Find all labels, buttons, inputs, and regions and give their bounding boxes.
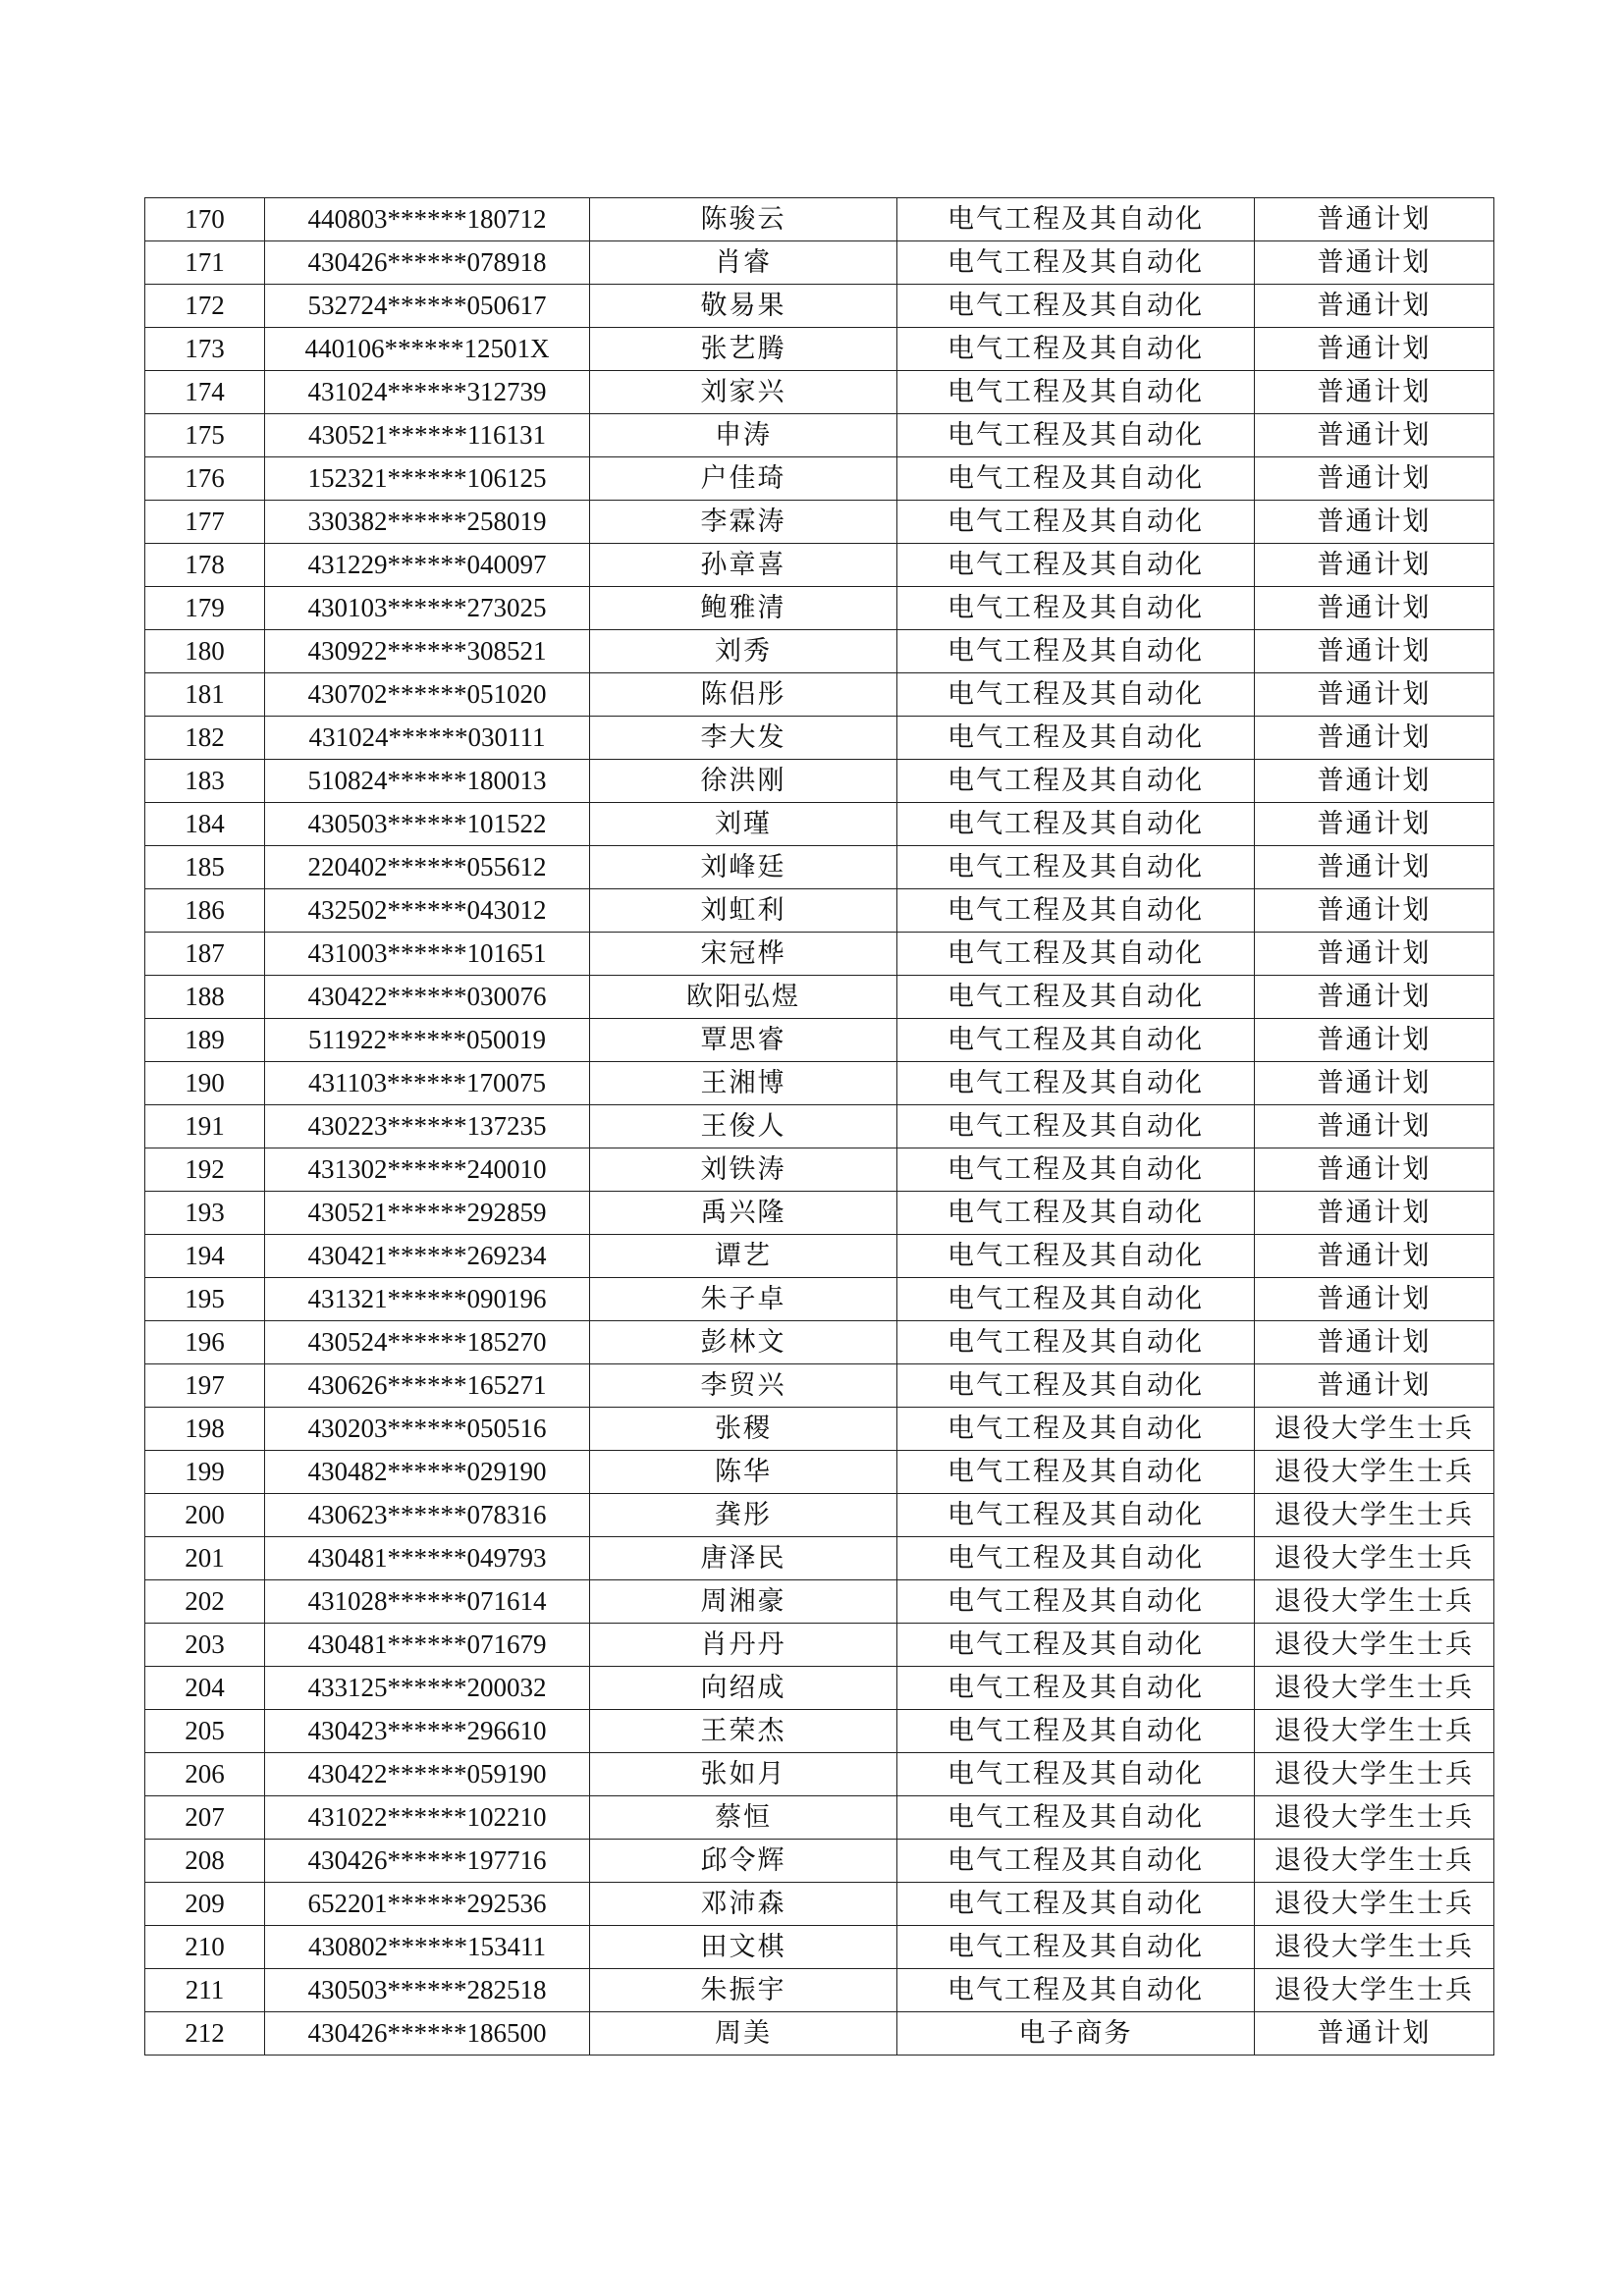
admission-plan-cell: 普通计划 bbox=[1255, 198, 1494, 241]
admission-plan-cell: 退役大学生士兵 bbox=[1255, 1796, 1494, 1840]
major-cell: 电气工程及其自动化 bbox=[897, 1494, 1255, 1537]
admission-plan-cell: 普通计划 bbox=[1255, 414, 1494, 457]
serial-number-cell: 177 bbox=[145, 501, 265, 544]
major-cell: 电气工程及其自动化 bbox=[897, 198, 1255, 241]
admission-plan-cell: 退役大学生士兵 bbox=[1255, 1537, 1494, 1580]
major-cell: 电气工程及其自动化 bbox=[897, 1364, 1255, 1408]
major-cell: 电气工程及其自动化 bbox=[897, 1105, 1255, 1148]
student-name-cell: 刘铁涛 bbox=[590, 1148, 897, 1192]
table-row bbox=[145, 889, 1494, 933]
admission-plan-cell: 普通计划 bbox=[1255, 2012, 1494, 2056]
major-cell: 电气工程及其自动化 bbox=[897, 673, 1255, 717]
student-name-cell: 周湘豪 bbox=[590, 1580, 897, 1624]
table-row bbox=[145, 1537, 1494, 1580]
id-number-cell: 220402******055612 bbox=[265, 846, 590, 889]
major-cell: 电气工程及其自动化 bbox=[897, 414, 1255, 457]
student-name-cell: 陈骏云 bbox=[590, 198, 897, 241]
major-cell: 电气工程及其自动化 bbox=[897, 1278, 1255, 1321]
table-row bbox=[145, 1667, 1494, 1710]
student-name-cell: 刘家兴 bbox=[590, 371, 897, 414]
serial-number-cell: 207 bbox=[145, 1796, 265, 1840]
serial-number-cell: 190 bbox=[145, 1062, 265, 1105]
student-name-cell: 周美 bbox=[590, 2012, 897, 2056]
admission-plan-cell: 普通计划 bbox=[1255, 846, 1494, 889]
major-cell: 电气工程及其自动化 bbox=[897, 1148, 1255, 1192]
id-number-cell: 430524******185270 bbox=[265, 1321, 590, 1364]
admission-plan-cell: 普通计划 bbox=[1255, 1062, 1494, 1105]
serial-number-cell: 184 bbox=[145, 803, 265, 846]
table-row bbox=[145, 976, 1494, 1019]
serial-number-cell: 174 bbox=[145, 371, 265, 414]
serial-number-cell: 210 bbox=[145, 1926, 265, 1969]
id-number-cell: 431028******071614 bbox=[265, 1580, 590, 1624]
table-row bbox=[145, 285, 1494, 328]
table-row bbox=[145, 1192, 1494, 1235]
admission-plan-cell: 普通计划 bbox=[1255, 889, 1494, 933]
student-name-cell: 朱振宇 bbox=[590, 1969, 897, 2012]
student-name-cell: 李贸兴 bbox=[590, 1364, 897, 1408]
table-row bbox=[145, 501, 1494, 544]
major-cell: 电气工程及其自动化 bbox=[897, 803, 1255, 846]
table-row bbox=[145, 1364, 1494, 1408]
serial-number-cell: 172 bbox=[145, 285, 265, 328]
major-cell: 电气工程及其自动化 bbox=[897, 501, 1255, 544]
serial-number-cell: 208 bbox=[145, 1840, 265, 1883]
id-number-cell: 430521******116131 bbox=[265, 414, 590, 457]
serial-number-cell: 180 bbox=[145, 630, 265, 673]
id-number-cell: 431003******101651 bbox=[265, 933, 590, 976]
table-row bbox=[145, 1451, 1494, 1494]
id-number-cell: 430103******273025 bbox=[265, 587, 590, 630]
major-cell: 电气工程及其自动化 bbox=[897, 587, 1255, 630]
table-row bbox=[145, 1235, 1494, 1278]
major-cell: 电气工程及其自动化 bbox=[897, 328, 1255, 371]
serial-number-cell: 185 bbox=[145, 846, 265, 889]
student-name-cell: 朱子卓 bbox=[590, 1278, 897, 1321]
serial-number-cell: 191 bbox=[145, 1105, 265, 1148]
table-row bbox=[145, 1278, 1494, 1321]
major-cell: 电气工程及其自动化 bbox=[897, 976, 1255, 1019]
serial-number-cell: 202 bbox=[145, 1580, 265, 1624]
id-number-cell: 431022******102210 bbox=[265, 1796, 590, 1840]
table-row bbox=[145, 1840, 1494, 1883]
table-row bbox=[145, 241, 1494, 285]
id-number-cell: 430922******308521 bbox=[265, 630, 590, 673]
student-name-cell: 申涛 bbox=[590, 414, 897, 457]
student-name-cell: 徐洪刚 bbox=[590, 760, 897, 803]
table-row bbox=[145, 1148, 1494, 1192]
table-row bbox=[145, 457, 1494, 501]
id-number-cell: 431103******170075 bbox=[265, 1062, 590, 1105]
id-number-cell: 430481******049793 bbox=[265, 1537, 590, 1580]
serial-number-cell: 204 bbox=[145, 1667, 265, 1710]
serial-number-cell: 173 bbox=[145, 328, 265, 371]
major-cell: 电气工程及其自动化 bbox=[897, 630, 1255, 673]
id-number-cell: 430426******078918 bbox=[265, 241, 590, 285]
table-row bbox=[145, 1494, 1494, 1537]
table-row bbox=[145, 1753, 1494, 1796]
admission-plan-cell: 退役大学生士兵 bbox=[1255, 1883, 1494, 1926]
id-number-cell: 510824******180013 bbox=[265, 760, 590, 803]
serial-number-cell: 200 bbox=[145, 1494, 265, 1537]
student-name-cell: 刘瑾 bbox=[590, 803, 897, 846]
student-name-cell: 肖睿 bbox=[590, 241, 897, 285]
admission-plan-cell: 普通计划 bbox=[1255, 976, 1494, 1019]
id-number-cell: 511922******050019 bbox=[265, 1019, 590, 1062]
id-number-cell: 430223******137235 bbox=[265, 1105, 590, 1148]
serial-number-cell: 171 bbox=[145, 241, 265, 285]
serial-number-cell: 189 bbox=[145, 1019, 265, 1062]
admission-plan-cell: 普通计划 bbox=[1255, 630, 1494, 673]
student-name-cell: 覃思睿 bbox=[590, 1019, 897, 1062]
student-name-cell: 孙章喜 bbox=[590, 544, 897, 587]
admission-plan-cell: 普通计划 bbox=[1255, 673, 1494, 717]
major-cell: 电气工程及其自动化 bbox=[897, 846, 1255, 889]
serial-number-cell: 198 bbox=[145, 1408, 265, 1451]
table-row bbox=[145, 630, 1494, 673]
student-name-cell: 李大发 bbox=[590, 717, 897, 760]
student-name-cell: 向绍成 bbox=[590, 1667, 897, 1710]
table-row bbox=[145, 717, 1494, 760]
major-cell: 电气工程及其自动化 bbox=[897, 760, 1255, 803]
major-cell: 电气工程及其自动化 bbox=[897, 1840, 1255, 1883]
major-cell: 电气工程及其自动化 bbox=[897, 457, 1255, 501]
student-name-cell: 李霖涛 bbox=[590, 501, 897, 544]
admission-plan-cell: 退役大学生士兵 bbox=[1255, 1624, 1494, 1667]
serial-number-cell: 183 bbox=[145, 760, 265, 803]
admission-plan-cell: 普通计划 bbox=[1255, 1148, 1494, 1192]
student-name-cell: 唐泽民 bbox=[590, 1537, 897, 1580]
table-row bbox=[145, 1710, 1494, 1753]
admission-plan-cell: 退役大学生士兵 bbox=[1255, 1710, 1494, 1753]
id-number-cell: 433125******200032 bbox=[265, 1667, 590, 1710]
student-name-cell: 肖丹丹 bbox=[590, 1624, 897, 1667]
admission-plan-cell: 普通计划 bbox=[1255, 501, 1494, 544]
table-row bbox=[145, 371, 1494, 414]
student-name-cell: 蔡恒 bbox=[590, 1796, 897, 1840]
id-number-cell: 430203******050516 bbox=[265, 1408, 590, 1451]
major-cell: 电气工程及其自动化 bbox=[897, 1408, 1255, 1451]
serial-number-cell: 192 bbox=[145, 1148, 265, 1192]
id-number-cell: 430481******071679 bbox=[265, 1624, 590, 1667]
id-number-cell: 440106******12501X bbox=[265, 328, 590, 371]
id-number-cell: 430503******282518 bbox=[265, 1969, 590, 2012]
serial-number-cell: 196 bbox=[145, 1321, 265, 1364]
id-number-cell: 430423******296610 bbox=[265, 1710, 590, 1753]
id-number-cell: 431024******030111 bbox=[265, 717, 590, 760]
admission-plan-cell: 退役大学生士兵 bbox=[1255, 1408, 1494, 1451]
serial-number-cell: 205 bbox=[145, 1710, 265, 1753]
id-number-cell: 432502******043012 bbox=[265, 889, 590, 933]
table-row bbox=[145, 933, 1494, 976]
student-name-cell: 王俊人 bbox=[590, 1105, 897, 1148]
serial-number-cell: 181 bbox=[145, 673, 265, 717]
table-row bbox=[145, 1321, 1494, 1364]
major-cell: 电气工程及其自动化 bbox=[897, 1969, 1255, 2012]
admission-plan-cell: 普通计划 bbox=[1255, 1278, 1494, 1321]
id-number-cell: 152321******106125 bbox=[265, 457, 590, 501]
student-name-cell: 彭林文 bbox=[590, 1321, 897, 1364]
serial-number-cell: 186 bbox=[145, 889, 265, 933]
serial-number-cell: 182 bbox=[145, 717, 265, 760]
id-number-cell: 431321******090196 bbox=[265, 1278, 590, 1321]
major-cell: 电气工程及其自动化 bbox=[897, 1926, 1255, 1969]
table-row bbox=[145, 328, 1494, 371]
serial-number-cell: 203 bbox=[145, 1624, 265, 1667]
student-name-cell: 敬易果 bbox=[590, 285, 897, 328]
id-number-cell: 430702******051020 bbox=[265, 673, 590, 717]
serial-number-cell: 188 bbox=[145, 976, 265, 1019]
admission-plan-cell: 普通计划 bbox=[1255, 1019, 1494, 1062]
student-name-cell: 宋冠桦 bbox=[590, 933, 897, 976]
table-row bbox=[145, 760, 1494, 803]
admission-plan-cell: 普通计划 bbox=[1255, 1192, 1494, 1235]
major-cell: 电气工程及其自动化 bbox=[897, 1796, 1255, 1840]
admission-plan-cell: 普通计划 bbox=[1255, 544, 1494, 587]
table-row bbox=[145, 1926, 1494, 1969]
serial-number-cell: 193 bbox=[145, 1192, 265, 1235]
serial-number-cell: 176 bbox=[145, 457, 265, 501]
id-number-cell: 431024******312739 bbox=[265, 371, 590, 414]
table-row bbox=[145, 1580, 1494, 1624]
table-row bbox=[145, 414, 1494, 457]
admission-plan-cell: 退役大学生士兵 bbox=[1255, 1667, 1494, 1710]
major-cell: 电子商务 bbox=[897, 2012, 1255, 2056]
id-number-cell: 430422******059190 bbox=[265, 1753, 590, 1796]
table-row bbox=[145, 1796, 1494, 1840]
table-row bbox=[145, 1969, 1494, 2012]
major-cell: 电气工程及其自动化 bbox=[897, 1321, 1255, 1364]
admission-plan-cell: 退役大学生士兵 bbox=[1255, 1451, 1494, 1494]
student-name-cell: 王湘博 bbox=[590, 1062, 897, 1105]
student-name-cell: 陈侣彤 bbox=[590, 673, 897, 717]
student-name-cell: 陈华 bbox=[590, 1451, 897, 1494]
admission-plan-cell: 退役大学生士兵 bbox=[1255, 1494, 1494, 1537]
admission-plan-cell: 普通计划 bbox=[1255, 1321, 1494, 1364]
id-number-cell: 430422******030076 bbox=[265, 976, 590, 1019]
table-row bbox=[145, 1062, 1494, 1105]
student-name-cell: 田文棋 bbox=[590, 1926, 897, 1969]
serial-number-cell: 199 bbox=[145, 1451, 265, 1494]
major-cell: 电气工程及其自动化 bbox=[897, 717, 1255, 760]
student-name-cell: 张稷 bbox=[590, 1408, 897, 1451]
table-row bbox=[145, 2012, 1494, 2056]
serial-number-cell: 187 bbox=[145, 933, 265, 976]
admission-plan-cell: 普通计划 bbox=[1255, 457, 1494, 501]
major-cell: 电气工程及其自动化 bbox=[897, 371, 1255, 414]
serial-number-cell: 206 bbox=[145, 1753, 265, 1796]
student-name-cell: 龚彤 bbox=[590, 1494, 897, 1537]
id-number-cell: 652201******292536 bbox=[265, 1883, 590, 1926]
admission-plan-cell: 普通计划 bbox=[1255, 1364, 1494, 1408]
admission-plan-cell: 普通计划 bbox=[1255, 285, 1494, 328]
serial-number-cell: 194 bbox=[145, 1235, 265, 1278]
student-name-cell: 邓沛森 bbox=[590, 1883, 897, 1926]
admission-plan-cell: 普通计划 bbox=[1255, 803, 1494, 846]
major-cell: 电气工程及其自动化 bbox=[897, 544, 1255, 587]
table-row bbox=[145, 1624, 1494, 1667]
major-cell: 电气工程及其自动化 bbox=[897, 1062, 1255, 1105]
major-cell: 电气工程及其自动化 bbox=[897, 1537, 1255, 1580]
table-row bbox=[145, 1105, 1494, 1148]
serial-number-cell: 178 bbox=[145, 544, 265, 587]
student-name-cell: 刘秀 bbox=[590, 630, 897, 673]
major-cell: 电气工程及其自动化 bbox=[897, 1710, 1255, 1753]
table-row bbox=[145, 803, 1494, 846]
admission-plan-cell: 退役大学生士兵 bbox=[1255, 1926, 1494, 1969]
id-number-cell: 430626******165271 bbox=[265, 1364, 590, 1408]
major-cell: 电气工程及其自动化 bbox=[897, 1753, 1255, 1796]
major-cell: 电气工程及其自动化 bbox=[897, 1883, 1255, 1926]
student-name-cell: 谭艺 bbox=[590, 1235, 897, 1278]
admission-plan-cell: 退役大学生士兵 bbox=[1255, 1969, 1494, 2012]
roster-table-body bbox=[145, 198, 1494, 2056]
serial-number-cell: 195 bbox=[145, 1278, 265, 1321]
table-row bbox=[145, 1019, 1494, 1062]
admission-plan-cell: 普通计划 bbox=[1255, 328, 1494, 371]
major-cell: 电气工程及其自动化 bbox=[897, 1019, 1255, 1062]
student-name-cell: 刘峰廷 bbox=[590, 846, 897, 889]
admission-plan-cell: 普通计划 bbox=[1255, 1235, 1494, 1278]
id-number-cell: 430623******078316 bbox=[265, 1494, 590, 1537]
student-name-cell: 张如月 bbox=[590, 1753, 897, 1796]
id-number-cell: 430521******292859 bbox=[265, 1192, 590, 1235]
admission-plan-cell: 退役大学生士兵 bbox=[1255, 1580, 1494, 1624]
table-row bbox=[145, 544, 1494, 587]
table-row bbox=[145, 846, 1494, 889]
student-name-cell: 刘虹利 bbox=[590, 889, 897, 933]
student-name-cell: 王荣杰 bbox=[590, 1710, 897, 1753]
major-cell: 电气工程及其自动化 bbox=[897, 1624, 1255, 1667]
admission-plan-cell: 退役大学生士兵 bbox=[1255, 1753, 1494, 1796]
major-cell: 电气工程及其自动化 bbox=[897, 889, 1255, 933]
student-name-cell: 禹兴隆 bbox=[590, 1192, 897, 1235]
admission-plan-cell: 普通计划 bbox=[1255, 760, 1494, 803]
id-number-cell: 532724******050617 bbox=[265, 285, 590, 328]
id-number-cell: 440803******180712 bbox=[265, 198, 590, 241]
id-number-cell: 330382******258019 bbox=[265, 501, 590, 544]
id-number-cell: 430802******153411 bbox=[265, 1926, 590, 1969]
id-number-cell: 430421******269234 bbox=[265, 1235, 590, 1278]
id-number-cell: 430426******186500 bbox=[265, 2012, 590, 2056]
admission-plan-cell: 普通计划 bbox=[1255, 933, 1494, 976]
admission-plan-cell: 普通计划 bbox=[1255, 241, 1494, 285]
admission-plan-cell: 退役大学生士兵 bbox=[1255, 1840, 1494, 1883]
admission-plan-cell: 普通计划 bbox=[1255, 371, 1494, 414]
student-name-cell: 户佳琦 bbox=[590, 457, 897, 501]
serial-number-cell: 175 bbox=[145, 414, 265, 457]
serial-number-cell: 179 bbox=[145, 587, 265, 630]
table-row bbox=[145, 587, 1494, 630]
roster-table bbox=[144, 197, 1494, 2056]
table-row bbox=[145, 673, 1494, 717]
student-name-cell: 欧阳弘煜 bbox=[590, 976, 897, 1019]
major-cell: 电气工程及其自动化 bbox=[897, 1451, 1255, 1494]
serial-number-cell: 197 bbox=[145, 1364, 265, 1408]
major-cell: 电气工程及其自动化 bbox=[897, 285, 1255, 328]
major-cell: 电气工程及其自动化 bbox=[897, 1667, 1255, 1710]
student-name-cell: 鲍雅清 bbox=[590, 587, 897, 630]
major-cell: 电气工程及其自动化 bbox=[897, 1235, 1255, 1278]
id-number-cell: 431302******240010 bbox=[265, 1148, 590, 1192]
major-cell: 电气工程及其自动化 bbox=[897, 1192, 1255, 1235]
table-row bbox=[145, 1408, 1494, 1451]
serial-number-cell: 209 bbox=[145, 1883, 265, 1926]
serial-number-cell: 170 bbox=[145, 198, 265, 241]
major-cell: 电气工程及其自动化 bbox=[897, 1580, 1255, 1624]
student-name-cell: 张艺腾 bbox=[590, 328, 897, 371]
serial-number-cell: 211 bbox=[145, 1969, 265, 2012]
major-cell: 电气工程及其自动化 bbox=[897, 933, 1255, 976]
student-name-cell: 邱令辉 bbox=[590, 1840, 897, 1883]
admission-plan-cell: 普通计划 bbox=[1255, 587, 1494, 630]
table-row bbox=[145, 1883, 1494, 1926]
serial-number-cell: 201 bbox=[145, 1537, 265, 1580]
admission-plan-cell: 普通计划 bbox=[1255, 1105, 1494, 1148]
major-cell: 电气工程及其自动化 bbox=[897, 241, 1255, 285]
table-row bbox=[145, 198, 1494, 241]
id-number-cell: 430426******197716 bbox=[265, 1840, 590, 1883]
id-number-cell: 431229******040097 bbox=[265, 544, 590, 587]
id-number-cell: 430503******101522 bbox=[265, 803, 590, 846]
serial-number-cell: 212 bbox=[145, 2012, 265, 2056]
admission-plan-cell: 普通计划 bbox=[1255, 717, 1494, 760]
id-number-cell: 430482******029190 bbox=[265, 1451, 590, 1494]
